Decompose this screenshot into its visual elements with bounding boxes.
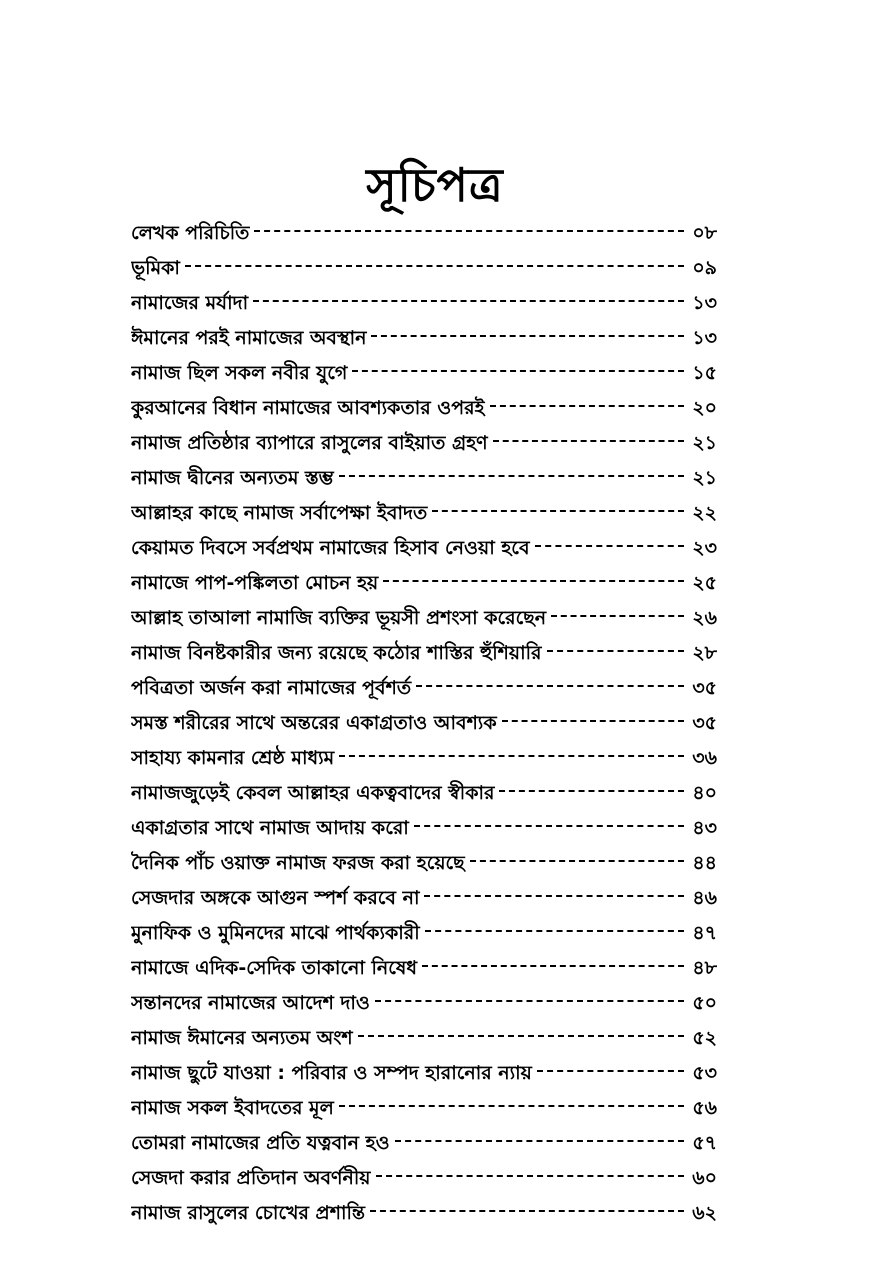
toc-entry-title: আল্লাহর কাছে নামাজ সর্বাপেক্ষা ইবাদত	[131, 502, 428, 524]
dot-leader	[339, 475, 684, 477]
dot-leader	[493, 440, 684, 442]
toc-entry-page-number: ৪৪	[692, 852, 717, 874]
toc-entry-page-number: ২০	[692, 397, 717, 419]
toc-entry-page-number: ৩৫	[692, 712, 717, 734]
toc-entry-title: ভূমিকা	[131, 257, 180, 279]
toc-entry	[131, 986, 717, 1021]
dot-leader	[470, 860, 684, 862]
dot-leader	[422, 965, 684, 967]
toc-entry-title: নামাজে পাপ-পঙ্কিলতা মোচন হয়	[131, 572, 379, 594]
toc-entry	[131, 1126, 717, 1161]
toc-entry	[131, 881, 717, 916]
toc-entry-page-number: ২২	[692, 502, 717, 524]
toc-entry	[131, 671, 717, 706]
dot-leader	[376, 1175, 685, 1177]
toc-entry	[131, 251, 717, 286]
toc-entry-page-number: ২৬	[692, 607, 717, 629]
toc-entry-title: পবিত্রতা অর্জন করা নামাজের পূর্বশর্ত	[131, 677, 412, 699]
toc-entry-title: নামাজ প্রতিষ্ঠার ব্যাপারে রাসুলের বাইয়াত গ্রহণ	[131, 432, 488, 454]
toc-entry	[131, 461, 717, 496]
toc-entry-title: নামাজ ছুটে যাওয়া : পরিবার ও সম্পদ হারানোর ন্যায়	[131, 1062, 532, 1084]
toc-entry	[131, 1021, 717, 1056]
toc-entry-title: সন্তানদের নামাজের আদেশ দাও	[131, 992, 370, 1014]
toc-entry-title: তোমরা নামাজের প্রতি যত্নবান হও	[131, 1132, 390, 1154]
dot-leader	[535, 545, 684, 547]
dot-leader	[358, 1035, 684, 1037]
toc-entry	[131, 951, 717, 986]
toc-entry	[131, 811, 717, 846]
toc-entry-page-number: ৬০	[692, 1167, 717, 1189]
toc-entry	[131, 636, 717, 671]
toc-entry-page-number: ৫০	[692, 992, 717, 1014]
toc-entry-page-number: ৪০	[692, 782, 717, 804]
toc-entry-title: নামাজ দ্বীনের অন্যতম স্তম্ভ	[131, 467, 334, 489]
toc-entry-title: নামাজ ঈমানের অন্যতম অংশ	[131, 1027, 353, 1049]
toc-entry-page-number: ১৫	[692, 362, 717, 384]
toc-entry-title: লেখক পরিচিতি	[131, 222, 250, 244]
toc-entry-page-number: ৪৭	[692, 922, 717, 944]
dot-leader	[551, 615, 684, 617]
toc-entry	[131, 1196, 717, 1231]
toc-entry-title: নামাজ ছিল সকল নবীর যুগে	[131, 362, 348, 384]
dot-leader	[537, 1070, 684, 1072]
toc-entry	[131, 496, 717, 531]
toc-entry	[131, 741, 717, 776]
toc-entry	[131, 601, 717, 636]
toc-entry	[131, 706, 717, 741]
dot-leader	[339, 1105, 684, 1107]
dot-leader	[254, 230, 684, 232]
toc-entry-title: সমস্ত শরীরের সাথে অন্তরের একাগ্রতাও আবশ্যক	[131, 712, 497, 734]
toc-entry-title: সেজদার অঙ্গকে আগুন স্পর্শ করবে না	[131, 887, 420, 909]
toc-entry	[131, 286, 717, 321]
dot-leader	[395, 1140, 684, 1142]
toc-entry	[131, 566, 717, 601]
dot-leader	[490, 405, 684, 407]
toc-entry	[131, 846, 717, 881]
toc-entry-title: নামাজ রাসুলের চোখের প্রশান্তি	[131, 1202, 366, 1224]
toc-entry-page-number: ১৩	[692, 327, 717, 349]
toc-entry	[131, 776, 717, 811]
dot-leader	[502, 720, 684, 722]
toc-entry	[131, 426, 717, 461]
toc-entry-title: দৈনিক পাঁচ ওয়াক্ত নামাজ ফরজ করা হয়েছে	[131, 852, 465, 874]
toc-entry-page-number: ৪৮	[692, 957, 717, 979]
toc-entry-page-number: ২৩	[692, 537, 717, 559]
dot-leader	[253, 300, 684, 302]
toc-entry-page-number: ২৫	[692, 572, 717, 594]
toc-entry-title: সেজদা করার প্রতিদান অবর্ণনীয়	[131, 1167, 371, 1189]
toc-entry-title: নামাজ সকল ইবাদতের মূল	[131, 1097, 334, 1119]
toc-entry	[131, 1161, 717, 1196]
toc-entry-title: নামাজজুড়েই কেবল আল্লাহর একত্ববাদের স্বীকার	[131, 782, 495, 804]
dot-leader	[499, 790, 684, 792]
page-title: সূচিপত্র	[366, 158, 504, 212]
toc-entry-title: মুনাফিক ও মুমিনদের মাঝে পার্থক্যকারী	[131, 922, 420, 944]
toc-entry	[131, 321, 717, 356]
toc-entry-page-number: ০৯	[692, 257, 717, 279]
dot-leader	[375, 1000, 684, 1002]
toc-entry-page-number: ৪৬	[692, 887, 717, 909]
toc-entry	[131, 531, 717, 566]
toc-entry-title: নামাজের মর্যাদা	[131, 292, 249, 314]
dot-leader	[370, 1210, 684, 1212]
toc-entry-page-number: ১৩	[692, 292, 717, 314]
dot-leader	[371, 335, 684, 337]
toc-entry-title: কুরআনের বিধান নামাজের আবশ্যকতার ওপরই	[131, 397, 485, 419]
toc-entry-page-number: ০৮	[692, 222, 717, 244]
dot-leader	[432, 510, 684, 512]
toc-entry-page-number: ৫২	[692, 1027, 717, 1049]
toc-entry-page-number: ২১	[692, 467, 717, 489]
toc-entry	[131, 1091, 717, 1126]
toc-entry	[131, 1056, 717, 1091]
toc-entry-title: ঈমানের পরই নামাজের অবস্থান	[131, 327, 367, 349]
toc-entry-page-number: ৫৩	[692, 1062, 717, 1084]
toc-entry	[131, 916, 717, 951]
dot-leader	[185, 265, 684, 267]
dot-leader	[383, 580, 684, 582]
toc-entry-page-number: ৩৬	[692, 747, 717, 769]
dot-leader	[414, 825, 684, 827]
dot-leader	[547, 650, 685, 652]
toc-entry-page-number: ৪৩	[692, 817, 717, 839]
toc-entry-page-number: ৫৬	[692, 1097, 717, 1119]
toc-entry	[131, 216, 717, 251]
toc-entry-title: আল্লাহ তাআলা নামাজি ব্যক্তির ভূয়সী প্রশংসা করেছেন	[131, 607, 547, 629]
dot-leader	[425, 930, 684, 932]
table-of-contents	[131, 216, 717, 1231]
toc-entry-page-number: ৩৫	[692, 677, 717, 699]
toc-entry-title: সাহায্য কামনার শ্রেষ্ঠ মাধ্যম	[131, 747, 335, 769]
dot-leader	[339, 755, 684, 757]
dot-leader	[416, 685, 684, 687]
toc-entry	[131, 356, 717, 391]
toc-entry-page-number: ৫৭	[692, 1132, 717, 1154]
toc-entry-title: একাগ্রতার সাথে নামাজ আদায় করো	[131, 817, 409, 839]
dot-leader	[424, 895, 684, 897]
toc-entry-page-number: ২৮	[692, 642, 717, 664]
toc-entry-title: কেয়ামত দিবসে সর্বপ্রথম নামাজের হিসাব নেওয়া হবে	[131, 537, 530, 559]
toc-entry-title: নামাজ বিনষ্টকারীর জন্য রয়েছে কঠোর শাস্তির হুঁশিয়ারি	[131, 642, 542, 664]
toc-entry-title: নামাজে এদিক-সেদিক তাকানো নিষেধ	[131, 957, 417, 979]
dot-leader	[352, 370, 684, 372]
toc-entry-page-number: ৬২	[692, 1202, 717, 1224]
toc-entry	[131, 391, 717, 426]
toc-entry-page-number: ২১	[692, 432, 717, 454]
